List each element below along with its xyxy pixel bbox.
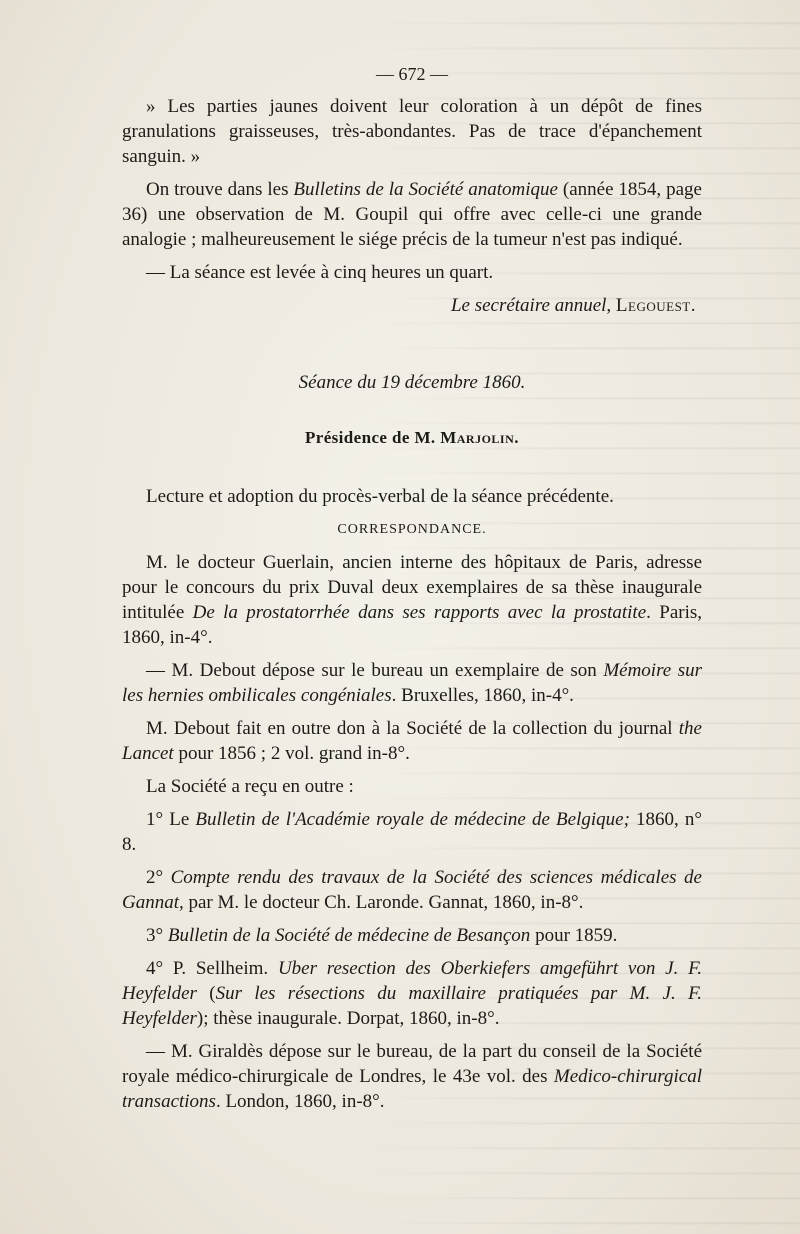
paragraph-giraldes: — M. Giraldès dépose sur le bureau, de la part du conseil de la Société royale médico-chirurgicale de Londres, le 43e vol. des Medico-chirurgical transactions. London, 1860, in-8°. bbox=[122, 1041, 702, 1112]
secretary-signature: Le secrétaire annuel, Legouest. bbox=[450, 295, 696, 316]
paragraph-guerlain: M. le docteur Guerlain, ancien interne des hôpitaux de Paris, adresse pour le concours du prix Duval deux exemplaires de sa thèse inaugurale intitulée De la prostatorrhée dans ses rapports avec la prostatite. Paris, 1860, in-4°. bbox=[122, 552, 703, 648]
paragraph-societe-recu: La Société a reçu en outre : bbox=[146, 776, 354, 797]
list-item-4: 4° P. Sellheim. Uber resection des Oberkiefers amgeführt von J. F. Heyfelder (Sur les résections du maxillaire pratiquées par M. J. F. Heyfelder); thèse inaugurale. Dorpat, 1860, in-8°. bbox=[122, 958, 703, 1029]
thesis-title: De la prostatorrhée dans ses rapports avec la prostatite bbox=[192, 602, 647, 623]
transactions-title: Medico-chirurgical transactions bbox=[122, 1066, 702, 1112]
president-name: Marjolin. bbox=[440, 428, 520, 447]
seance-heading: Séance du 19 décembre 1860. bbox=[298, 372, 526, 393]
list-item-1: 1° Le Bulletin de l'Académie royale de médecine de Belgique; 1860, n° 8. bbox=[122, 809, 702, 855]
paragraph-debout-don: M. Debout fait en outre don à la Société de la collection du journal the Lancet pour 1856 ; 2 vol. grand in-8°. bbox=[122, 718, 702, 764]
list-item-3: 3° Bulletin de la Société de médecine de Besançon pour 1859. bbox=[146, 925, 618, 946]
presidence-heading: Présidence de M. Marjolin. bbox=[304, 428, 520, 447]
secretary-name: Legouest. bbox=[615, 295, 696, 316]
memoire-title: Mémoire sur les hernies ombilicales congéniales bbox=[122, 660, 703, 706]
lecture-adoption: Lecture et adoption du procès-verbal de la séance précédente. bbox=[146, 486, 614, 507]
list-item-2: 2° Compte rendu des travaux de la Société des sciences médicales de Gannat, par M. le docteur Ch. Laronde. Gannat, 1860, in-8°. bbox=[122, 867, 702, 913]
journal-title: Bulletins de la Société anatomique bbox=[293, 179, 558, 200]
page-text bbox=[122, 62, 702, 1122]
correspondance-heading: CORRESPONDANCE. bbox=[337, 522, 487, 537]
seance-levee: — La séance est levée à cinq heures un quart. bbox=[146, 262, 494, 283]
paragraph-on-trouve: On trouve dans les Bulletins de la Société anatomique (année 1854, page 36) une observation de M. Goupil qui offre avec celle-ci une grande analogie ; malheureusement le siége précis de la tumeur n'est pas indiqué. bbox=[122, 179, 702, 250]
page-number: — 672 — bbox=[376, 64, 448, 84]
paragraph-parties-jaunes: » Les parties jaunes doivent leur coloration à un dépôt de fines granulations graisseuses, très-abondantes. Pas de trace d'épanchement sanguin. » bbox=[122, 96, 702, 167]
lancet-title: the Lancet bbox=[122, 718, 702, 764]
paragraph-debout-depose: — M. Debout dépose sur le bureau un exemplaire de son Mémoire sur les hernies ombilicales congéniales. Bruxelles, 1860, in-4°. bbox=[122, 660, 703, 706]
